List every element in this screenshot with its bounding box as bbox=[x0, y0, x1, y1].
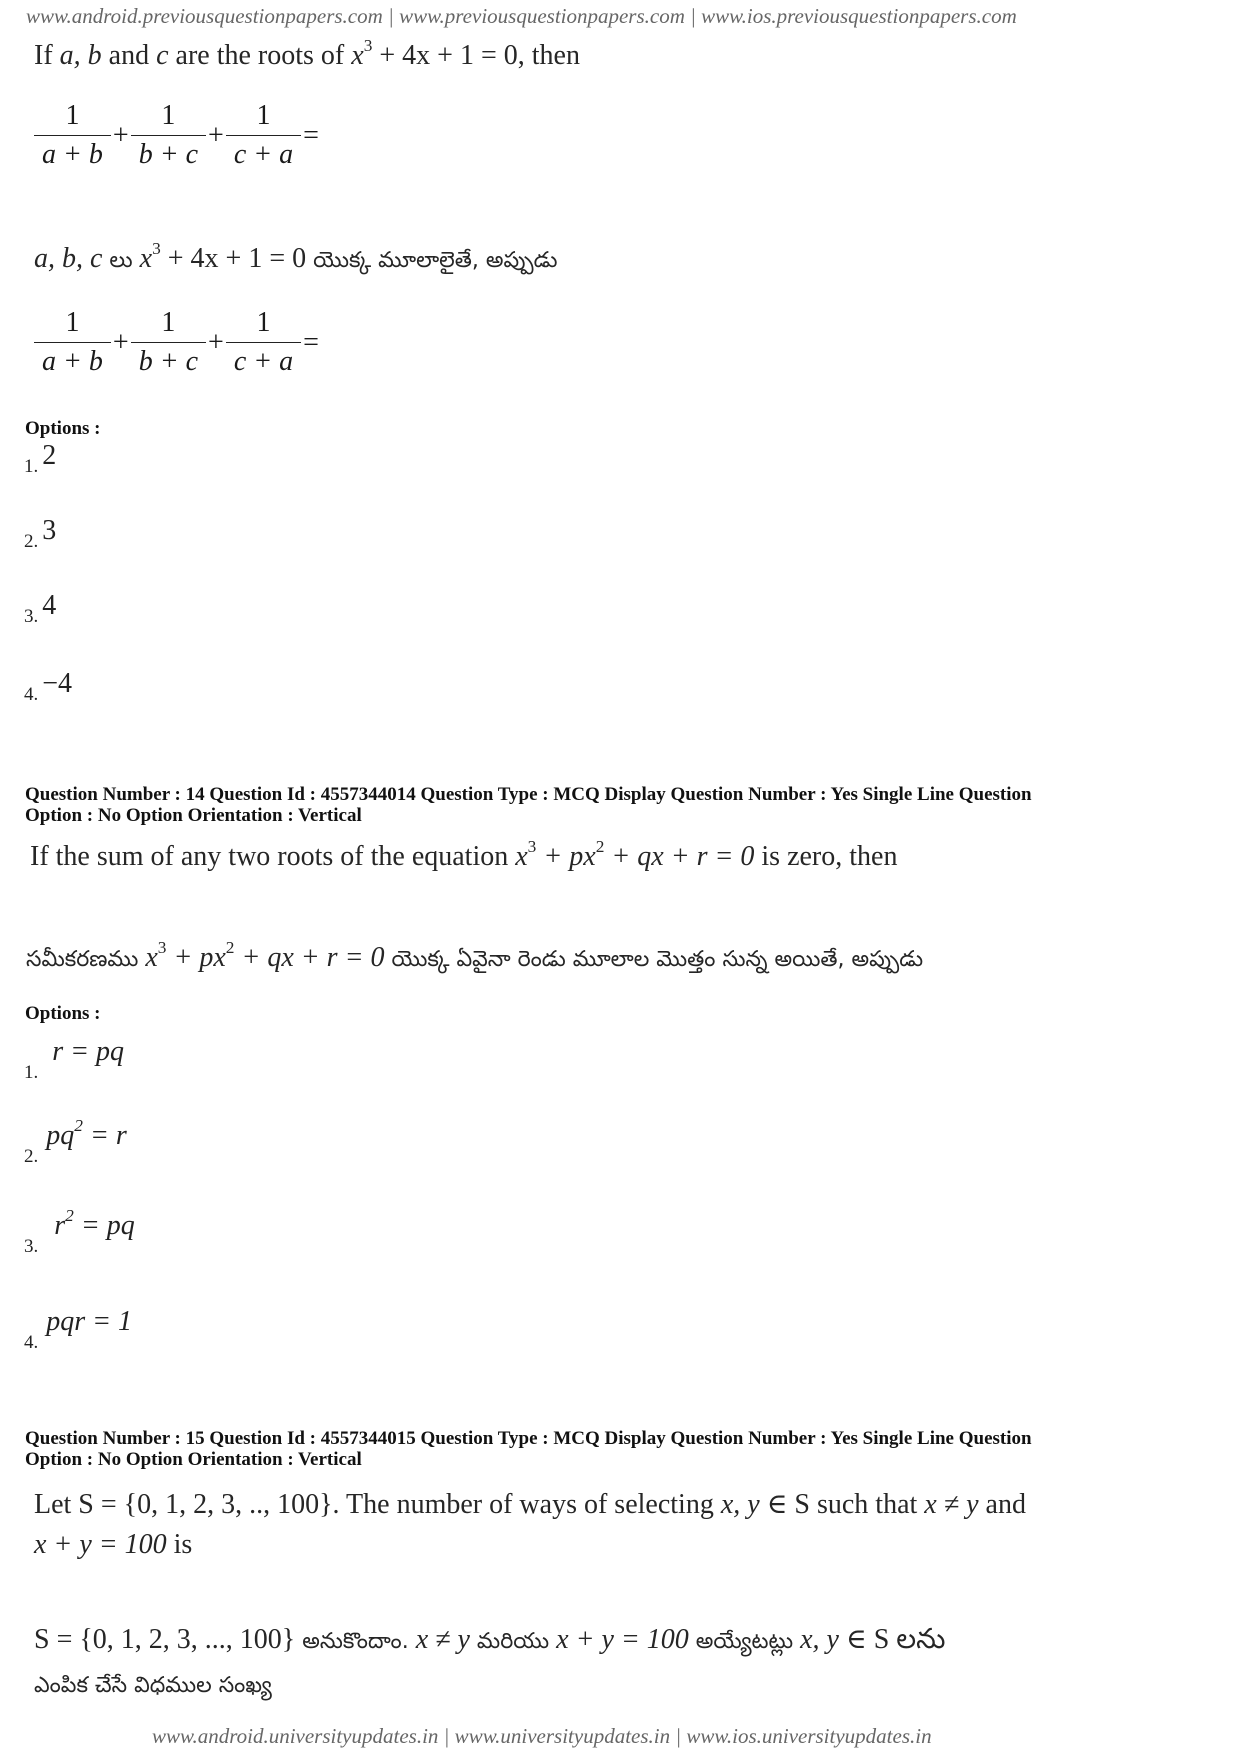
fraction-1: $\frac{1}{a + b}$ bbox=[34, 100, 111, 171]
q14-option-4[interactable]: 4. pqr = 1 bbox=[24, 1306, 133, 1353]
q14-option-2[interactable]: 2. $pq^2 = r$ bbox=[24, 1115, 127, 1167]
q14-option-1[interactable]: 1. r = pq bbox=[24, 1036, 125, 1083]
q15-metadata: Question Number : 15 Question Id : 4557344015 Question Type : MCQ Display Question Number : Yes Single Line Question Option : No Option Orientation : Vertical bbox=[25, 1428, 1032, 1470]
q13-option-4[interactable]: 4. −4 bbox=[24, 668, 73, 705]
q14-options-label: Options : bbox=[25, 1003, 101, 1024]
q14-metadata: Question Number : 14 Question Id : 4557344014 Question Type : MCQ Display Question Number : Yes Single Line Question Option : No Option Orientation : Vertical bbox=[25, 784, 1032, 826]
q13-option-1[interactable]: 1. 2 bbox=[24, 440, 57, 477]
q13-telugu-stem: a, b, c లు $x^3 + 4x + 1 = 0$ యొక్క మూలాలైతే, అప్పుడు bbox=[34, 238, 558, 274]
q14-telugu-stem: సమీకరణము $x^3 + px^2$ + qx + r = 0 యొక్క ఏవైనా రెండు మూలాల మొత్తం సున్న అయితే, అప్పుడు bbox=[26, 937, 924, 973]
q13-english-stem: If a, b and c are the roots of $x^3 + 4x + 1 = 0$, then bbox=[34, 35, 580, 71]
header-watermark: www.android.previousquestionpapers.com | www.previousquestionpapers.com | www.ios.previousquestionpapers.com bbox=[26, 4, 1017, 28]
q13-telugu-fraction-expression: $\frac{1}{a + b}$ + $\frac{1}{b + c}$ + $\frac{1}{c + a}$ = bbox=[34, 307, 321, 378]
q13-english-fraction-expression: $\frac{1}{a + b}$ + $\frac{1}{b + c}$ + $\frac{1}{c + a}$ = bbox=[34, 100, 321, 171]
footer-watermark: www.android.universityupdates.in | www.universityupdates.in | www.ios.universityupdates.in bbox=[152, 1724, 932, 1748]
q13-options-label: Options : bbox=[25, 418, 101, 439]
q15-english-stem: Let S = {0, 1, 2, 3, .., 100}. The number of ways of selecting x, y ∈ S such that x ≠ y and x + y = 100 is bbox=[34, 1489, 1026, 1560]
q14-english-stem: If the sum of any two roots of the equation $x^3 + px^2$ + qx + r = 0 is zero, then bbox=[30, 836, 898, 872]
fraction-3: $\frac{1}{c + a}$ bbox=[226, 100, 301, 171]
q15-telugu-stem: S = {0, 1, 2, 3, ..., 100} అనుకొందాం. x ≠ y మరియు x + y = 100 అయ్యేటట్లు x, y ∈ S లను ఎంపిక చేసే విధముల సంఖ్య bbox=[34, 1624, 946, 1698]
q13-option-2[interactable]: 2. 3 bbox=[24, 515, 57, 552]
fraction-2: $\frac{1}{b + c}$ bbox=[131, 100, 206, 171]
q13-option-3[interactable]: 3. 4 bbox=[24, 590, 57, 627]
q14-option-3[interactable]: 3. $r^2$ = pq bbox=[24, 1205, 135, 1257]
